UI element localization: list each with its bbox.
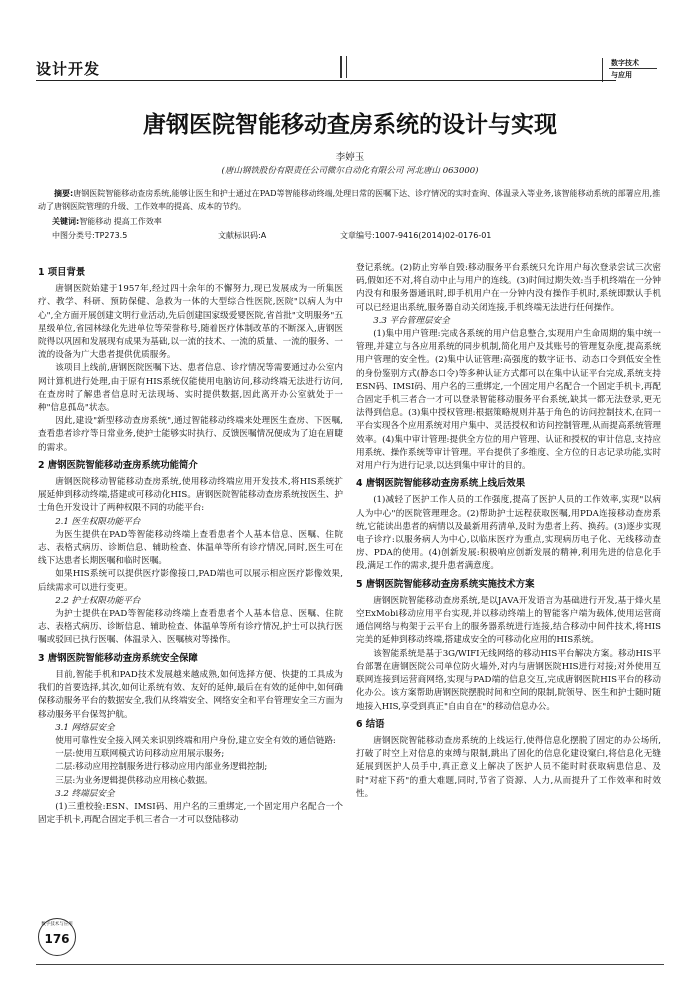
article-number: 文章编号:1007-9416(2014)02-0176-01 xyxy=(340,231,492,240)
abstract-label: 摘要: xyxy=(54,189,74,198)
page-badge-text: 数字技术与应用 xyxy=(41,922,73,927)
paragraph: 为医生提供在PAD等智能移动终端上查看患者个人基本信息、医嘱、住院志、表格式病历、诊断信息、辅助检查、体温单等所有诊疗情况,同时,医生可在线下达患者长期医嘱和临时医嘱。 xyxy=(38,529,343,567)
header-bar xyxy=(346,56,347,78)
paragraph: (1)三重校验:ESN、IMSI码、用户名的三重绑定,一个固定用户名配合一个固定手机卡,再配合固定手机三者合一才可以登陆移动 xyxy=(38,801,343,826)
abstract-text: 唐钢医院智能移动查房系统,能够让医生和护士通过在PAD等智能移动终端,处理日常的医嘱下达、诊疗情况的实时查询、体温录入等业务,该智能移动系统的部署应用,推动了唐钢医院管理的升级、工作效率的提高、成本的节约。 xyxy=(38,189,661,211)
heading-4: 4 唐钢医院智能移动查房系统上线后效果 xyxy=(356,478,526,490)
paragraph: 唐钢医院始建于1957年,经过四十余年的不懈努力,现已发展成为一所集医疗、教学、科研、预防保健、急救为一体的大型综合性医院,医院"以病人为中心",全方面开展创建文明行业活动,先后创建国家级爱婴医院,省首批"文明服务"五星级单位,省园林绿化先进单位等荣誉称号,随着医疗体制改革的不断深入,唐钢医院得以巩固和发展现有成果为基础,以一流的技术、一流的质量、一流的服务、一流的设备为广大患者提供优质服务。 xyxy=(38,284,343,361)
classification-number: 中图分类号:TP273.5 xyxy=(52,231,128,240)
paragraph: (1)减轻了医护工作人员的工作强度,提高了医护人员的工作效率,实现"以病人为中心"的医院管理理念。(2)帮助护士远程获取医嘱,用PDA连接移动查房系统,它能读出患者的病情以及最新用药清单,及时为患者上药、换药。(3)逐步实现电子诊疗:以服务病人为中心,以临床医疗为重点,实现病历电子化、无线移动查房、PDA的使用。(4)创新发展:积极响应创新发展的精神,利用先进的信息化手段,满足工作的需求,提升患者满意度。 xyxy=(356,495,661,572)
paragraph: 该智能系统是基于3G/WIFI无线网络的移动HIS平台解决方案。移动HIS平台部署在唐钢医院公司单位防火墙外,对内与唐钢医院HIS进行对接;对外使用互联网连接到运营商网络,实现与PAD端的信息交互,完成唐钢医院HIS平台的移动化办公。该方案帮助唐钢医院摆脱时间和空间的限制,院领导、医生和护士随时随地接入HIS,享受到真正"自由自在"的移动信息办公。 xyxy=(356,648,661,712)
heading-6: 6 结语 xyxy=(356,718,385,730)
keywords xyxy=(52,216,162,227)
subheading-2-2: 2.2 护士权限功能平台 xyxy=(55,595,141,606)
heading-5: 5 唐钢医院智能移动查房系统实施技术方案 xyxy=(356,578,535,590)
heading-1: 1 项目背景 xyxy=(38,267,86,278)
paragraph: 使用可靠性安全接入网关来识别终端和用户身份,建立安全有效的通信链路: xyxy=(55,735,336,746)
paper-title: 唐钢医院智能移动查房系统的设计与实现 xyxy=(143,112,557,138)
list-item: 一层:使用互联网模式访问移动应用展示服务; xyxy=(55,749,225,760)
paragraph: 如果HIS系统可以提供医疗影像接口,PAD端也可以展示相应医疗影像效果,后续需求可以进行变更。 xyxy=(38,569,343,593)
heading-2: 2 唐钢医院智能移动查房系统功能简介 xyxy=(38,459,198,471)
subheading-2-1: 2.1 医生权限功能平台 xyxy=(55,516,141,527)
paragraph: 目前,智能手机和PAD技术发展越来越成熟,如何选择方便、快捷的工具成为我们的首要选择,其次,如何让系统有效、友好的延伸,最后在有效的延伸中,如何确保移动服务平台的数据安全,我们从终端安全、网络安全和平台管理安全三方面为移动服务平台保驾护航。 xyxy=(38,669,343,720)
subheading-3-1: 3.1 网络层安全 xyxy=(55,722,115,733)
left-column xyxy=(38,262,343,827)
paragraph: (1)集中用户管理:完成各系统的用户信息整合,实现用户生命周期的集中统一管理,并建立与各应用系统的同步机制,简化用户及其账号的管理复杂度,提高系统用户管理的安全性。(2)集中认证管理:高强度的数字证书、动态口令到低安全性的身份鉴别方式(静态口令)等多种认证方式都可以在集中认证平台完成,系统支持ESN码、IMSI码、用户名的三重绑定,一个固定用户名配合一个固定手机卡,再配合固定手机三者合一才可以登录智能移动服务平台系统,缺其一都无法登录,更无法得到信息。(3)集中授权管理:根据策略规则并基于角色的访问控制技术,在同一平台实现各个应用系统对用户集中、灵活授权和访问控制管理,从而提高系统管理效率。(4)集中审计管理:提供全方位的用户管理、认证和授权的审计信息,支持应用系统、操作系统等审计管理。平台提供了多维度、全方位的日志记录功能,实时对用户行为进行记录,以达到集中审计的目的。 xyxy=(356,329,661,472)
paragraph: 唐钢医院智能移动查房系统的上线运行,使得信息化摆脱了固定的办公场所,打破了时空上对信息的束缚与限制,跳出了固化的信息化建设窠臼,将信息化无缝延展到医护人员手中,真正意义上解决了医护人员不能时时获取病患信息、及时"对症下药"的重大难题,同时,节省了资源、人力,从而提升了工作效率和时效性。 xyxy=(356,735,661,799)
header-rule xyxy=(36,80,616,81)
affiliation: (唐山钢铁股份有限责任公司微尔自动化有限公司 河北唐山 063000) xyxy=(221,166,479,176)
keywords-text: 智能移动 提高工作效率 xyxy=(79,217,162,226)
logo-line1: 数字技术 xyxy=(611,59,639,67)
subheading-3-2: 3.2 终端层安全 xyxy=(55,788,115,799)
logo-line2: 与应用 xyxy=(611,71,632,79)
footer-rule xyxy=(36,964,664,965)
heading-3: 3 唐钢医院智能移动查房系统安全保障 xyxy=(38,652,198,664)
list-item: 三层:为业务逻辑提供移动应用核心数据。 xyxy=(55,775,213,786)
document-code: 文献标识码:A xyxy=(218,231,267,240)
header-bar xyxy=(340,56,342,78)
author: 李婷玉 xyxy=(335,152,365,163)
abstract xyxy=(38,188,662,213)
right-column xyxy=(356,262,661,801)
subheading-3-3: 3.3 平台管理层安全 xyxy=(373,315,450,326)
page-number: 176 xyxy=(44,932,70,946)
journal-logo xyxy=(602,58,663,82)
paragraph: 唐钢医院移动智能移动查房系统,使用移动终端应用开发技术,将HIS系统扩展延伸到移动终端,搭建或可移动化HIS。唐钢医院智能移动查房系统按医生、护士角色开发设计了两种权限不同的功能平台: xyxy=(38,477,343,514)
keywords-label: 关键词: xyxy=(52,217,80,226)
paragraph: 登记系统。(2)防止穷举自毁:移动服务平台系统只允许用户每次登录尝试三次密码,假如还不对,将自动中止与用户的连线。(3)时间过期失效:当手机终端在一分钟内没有和服务器通讯时,即手机用户在一分钟内没有操作手机时,系统即默认手机可以已经退出系统,服务器自动关闭连接,手机终端无法进行任何操作。 xyxy=(356,263,661,313)
paragraph: 唐钢医院智能移动查房系统,是以JAVA开发语言为基础进行开发,基于烽火星空ExMobi移动应用平台实现,并以移动终端上的智能客户端为载体,使用运营商通信网络与构架于云平台上的服务器系统进行连接,结合移动中间件技术,将HIS完美的延伸到移动终端,搭建成安全的可移动化应用的HIS系统。 xyxy=(356,595,661,646)
list-item: 二层:移动应用控制服务进行移动应用内部业务逻辑控制; xyxy=(55,762,268,773)
paragraph: 因此,建设"新型移动查房系统",通过智能移动终端来处理医生查房、下医嘱,查看患者诊疗等日常业务,使护士能够实时执行、反馈医嘱情况便成为了迫在眉睫的需求。 xyxy=(38,416,343,453)
paragraph: 为护士提供在PAD等智能移动终端上查看患者个人基本信息、医嘱、住院志、表格式病历、诊断信息、辅助检查、体温单等所有诊疗情况,护士可以执行医嘱或驳回已执行医嘱、体温录入、医嘱核对等操作。 xyxy=(38,609,343,646)
section-title: 设计开发 xyxy=(36,60,101,78)
paragraph: 该项目上线前,唐钢医院医嘱下达、患者信息、诊疗情况等需要通过办公室内网计算机进行处理,由于原有HIS系统仅能使用电脑访问,移动终端无法进行访问,在查房时了解患者信息时无法现场、实时提供数据,因此离开办公室就处于一种"信息孤岛"状态。 xyxy=(38,363,343,414)
page-number-badge xyxy=(38,918,76,956)
